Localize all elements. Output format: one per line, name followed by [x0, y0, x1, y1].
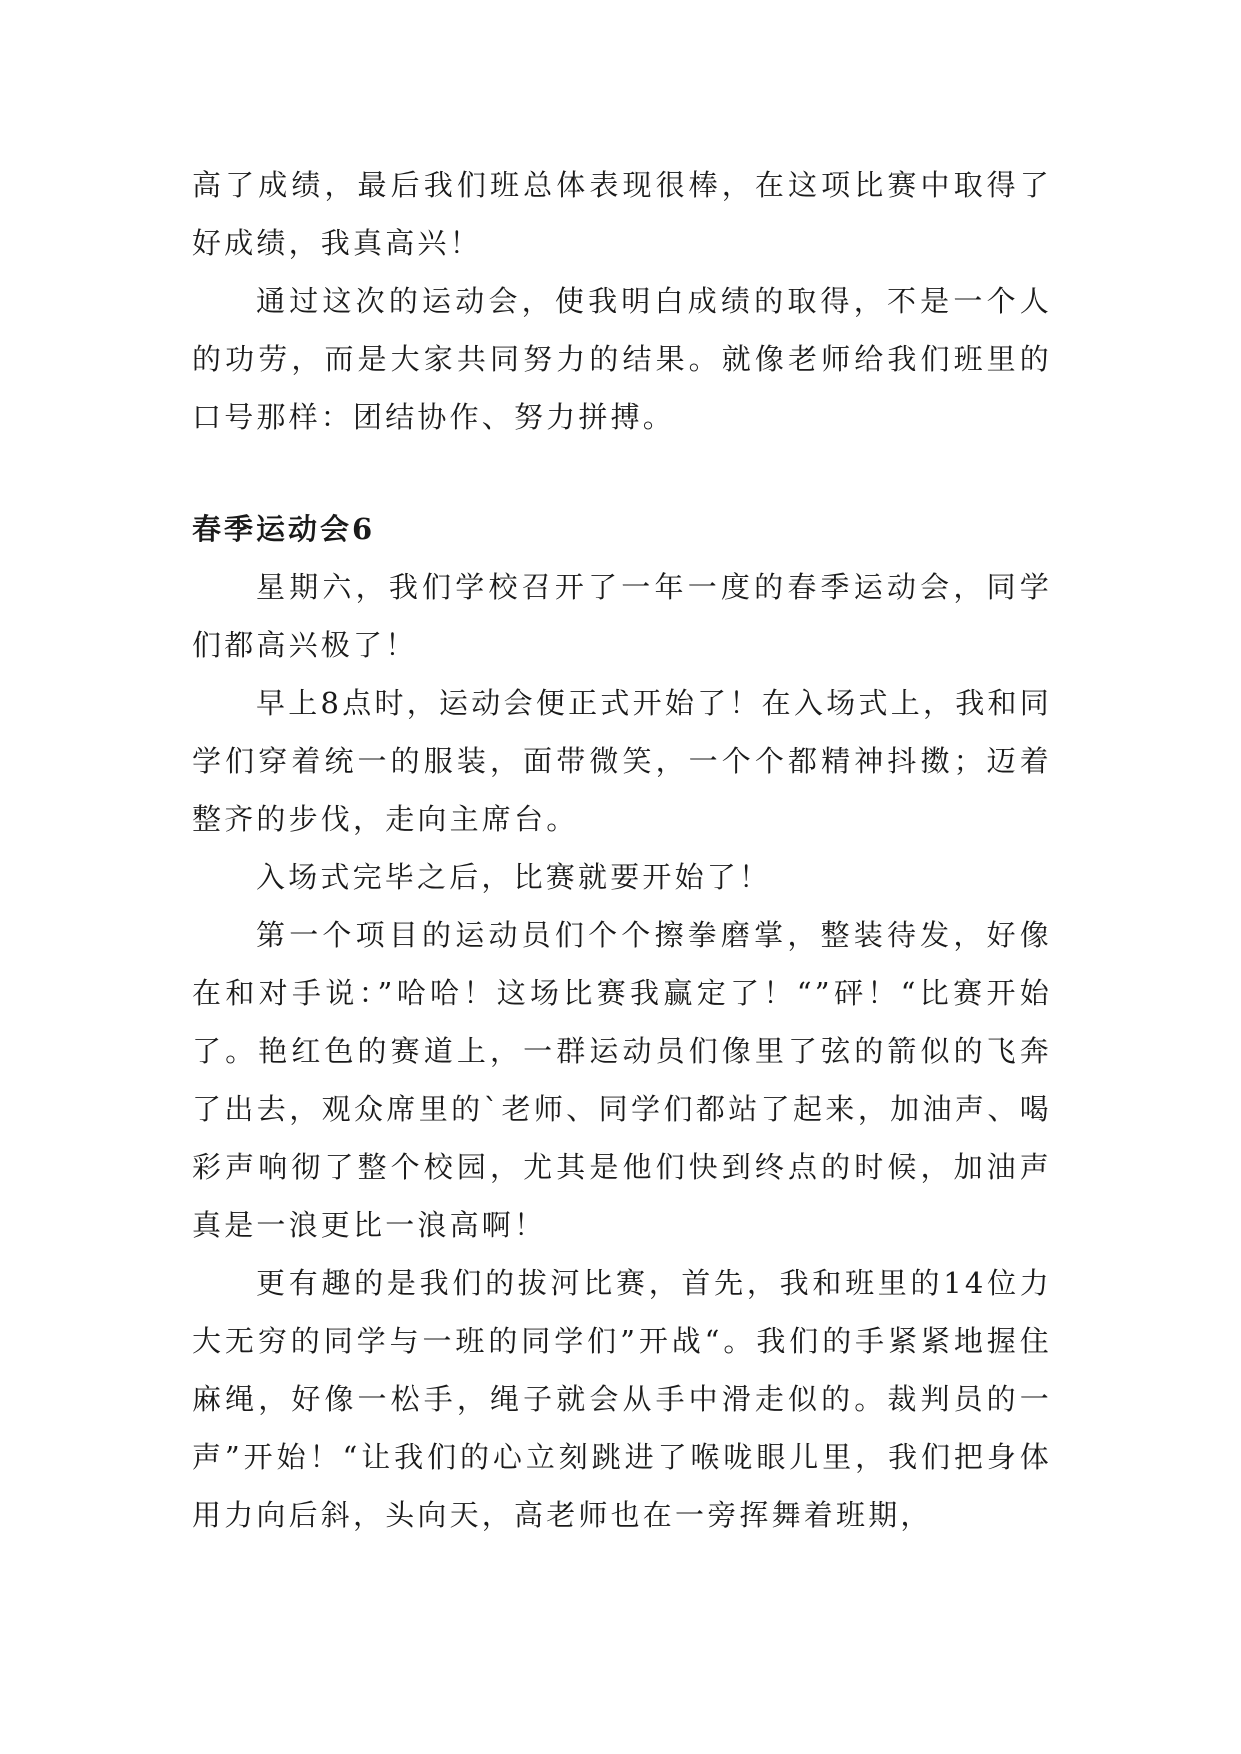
paragraph: 星期六，我们学校召开了一年一度的春季运动会，同学们都高兴极了！	[192, 570, 1052, 662]
paragraph: 第一个项目的运动员们个个擦拳磨掌，整装待发，好像在和对手说：”哈哈！这场比赛我赢定了！“”砰！“比赛开始了。艳红色的赛道上，一群运动员们像里了弦的箭似的飞奔了出去，观众席里的`老师、同学们都站了起来，加油声、喝彩声响彻了整个校园，尤其是他们快到终点的时候，加油声真是一浪更比一浪高啊！	[192, 918, 1052, 1242]
document-page	[192, 156, 1052, 1544]
paragraph: 更有趣的是我们的拔河比赛，首先，我和班里的14位力大无穷的同学与一班的同学们”开战“。我们的手紧紧地握住麻绳，好像一松手，绳子就会从手中滑走似的。裁判员的一声”开始！“让我们的心立刻跳进了喉咙眼儿里，我们把身体用力向后斜，头向天，高老师也在一旁挥舞着班期，	[192, 1266, 1052, 1532]
paragraph: 入场式完毕之后，比赛就要开始了！	[256, 860, 772, 894]
paragraph-conclusion: 通过这次的运动会，使我明白成绩的取得，不是一个人的功劳，而是大家共同努力的结果。就像老师给我们班里的口号那样：团结协作、努力拼搏。	[192, 284, 1052, 434]
paragraph-continuation: 高了成绩，最后我们班总体表现很棒，在这项比赛中取得了好成绩，我真高兴！	[192, 168, 1052, 260]
section-title: 春季运动会6	[192, 512, 376, 546]
paragraph: 早上8点时，运动会便正式开始了！在入场式上，我和同学们穿着统一的服装，面带微笑，一个个都精神抖擞；迈着整齐的步伐，走向主席台。	[192, 686, 1052, 836]
